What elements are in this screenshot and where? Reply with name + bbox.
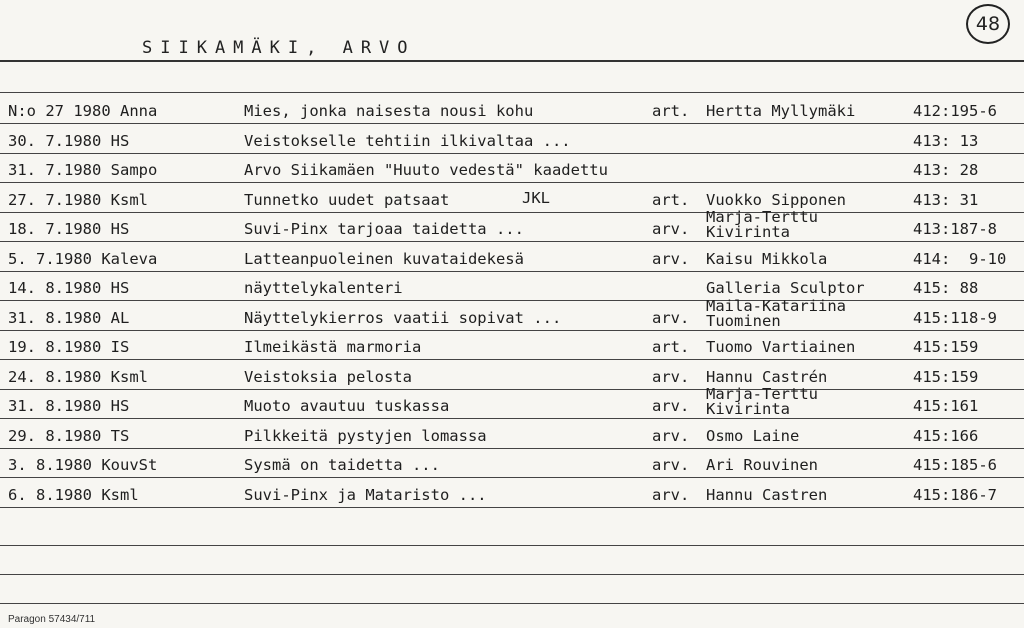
entry-author: Hannu Castrén [706, 367, 828, 386]
ruled-line [0, 507, 1024, 508]
entry-row [0, 153, 1024, 183]
entry-row [0, 478, 1024, 508]
entry-article-title: Näyttelykierros vaatii sopivat ... [244, 308, 562, 327]
entry-date-source: 24. 8.1980 Ksml [8, 367, 148, 386]
entry-row [0, 419, 1024, 449]
entry-author: Maila-Katariina Tuominen [706, 296, 846, 330]
entry-role: arv. [652, 456, 690, 474]
entry-date-source: 19. 8.1980 IS [8, 338, 130, 356]
entry-author: Ari Rouvinen [706, 456, 818, 474]
entry-role: art. [652, 102, 690, 120]
header-rule-lower [0, 92, 1024, 93]
entry-article-title: Arvo Siikamäen "Huuto vedestä" kaadettu [244, 161, 608, 179]
entry-row [0, 360, 1024, 390]
entry-role: art. [652, 338, 690, 356]
entry-reference: 415:186-7 [913, 485, 997, 504]
entry-row [0, 183, 1024, 213]
entry-row [0, 208, 1024, 242]
entry-role: arv. [652, 485, 690, 504]
ruled-line [0, 574, 1024, 575]
entry-row [0, 385, 1024, 419]
header-rule [0, 60, 1024, 62]
entry-article-title: Veistokselle tehtiin ilkivaltaa ... [244, 131, 571, 150]
entry-article-title: näyttelykalenteri [244, 279, 403, 297]
entry-author: Vuokko Sipponen [706, 190, 846, 209]
entry-reference: 415:118-9 [913, 308, 997, 327]
card-title: SIIKAMÄKI, ARVO [142, 38, 416, 58]
entry-article-title: Suvi-Pinx tarjoaa taidetta ... [244, 220, 524, 238]
entry-date-source: 14. 8.1980 HS [8, 279, 130, 297]
ruled-line [0, 545, 1024, 546]
entry-reference: 413: 28 [913, 161, 979, 179]
entry-role: arv. [652, 249, 690, 268]
entry-date-source: 27. 7.1980 Ksml [8, 190, 148, 209]
entry-date-source: 29. 8.1980 TS [8, 426, 130, 445]
entry-author: Galleria Sculptor [706, 279, 865, 297]
entry-article-title: Suvi-Pinx ja Mataristo ... [244, 485, 487, 504]
entry-date-source: 18. 7.1980 HS [8, 220, 130, 238]
entry-row [0, 296, 1024, 331]
entry-article-title: Tunnetko uudet patsaat [244, 190, 450, 209]
entry-reference: 415:166 [913, 426, 979, 445]
entry-reference: 412:195-6 [913, 102, 997, 120]
entry-row [0, 271, 1024, 301]
entry-author: Tuomo Vartiainen [706, 338, 856, 356]
entry-reference: 415:159 [913, 367, 979, 386]
entry-article-title: Latteanpuoleinen kuvataidekesä [244, 249, 524, 268]
entry-row [0, 330, 1024, 360]
entry-article-title: Ilmeikästä marmoria [244, 338, 422, 356]
entry-author: Hertta Myllymäki [706, 102, 856, 120]
entry-date-source: 31. 8.1980 AL [8, 308, 130, 327]
entry-article-title: Veistoksia pelosta [244, 367, 412, 386]
entry-article-title: Muoto avautuu tuskassa [244, 397, 450, 415]
entry-row [0, 94, 1024, 124]
entry-author: Kaisu Mikkola [706, 249, 828, 268]
entry-article-title: Pilkkeitä pystyjen lomassa [244, 426, 487, 445]
ruled-line [0, 603, 1024, 604]
printer-mark: Paragon 57434/711 [8, 614, 96, 625]
entry-author: Hannu Castren [706, 485, 828, 504]
entry-location: JKL [522, 188, 550, 207]
entry-date-source: 6. 8.1980 Ksml [8, 485, 139, 504]
entry-reference: 415:185-6 [913, 456, 997, 474]
entry-role: arv. [652, 397, 690, 415]
entry-row [0, 448, 1024, 478]
entry-date-source: 5. 7.1980 Kaleva [8, 249, 158, 268]
entry-date-source: 31. 7.1980 Sampo [8, 161, 158, 179]
entry-author: Marja-Terttu Kivirinta [706, 208, 818, 241]
entry-reference: 415:161 [913, 397, 979, 415]
entry-date-source: N:o 27 1980 Anna [8, 102, 158, 120]
entry-role: arv. [652, 220, 690, 238]
entry-role: arv. [652, 426, 690, 445]
entry-reference: 415: 88 [913, 279, 979, 297]
entry-reference: 413: 13 [913, 131, 979, 150]
entry-role: art. [652, 190, 690, 209]
entry-row [0, 242, 1024, 272]
entry-date-source: 30. 7.1980 HS [8, 131, 130, 150]
entry-reference: 414: 9-10 [913, 249, 1007, 268]
entry-date-source: 3. 8.1980 KouvSt [8, 456, 158, 474]
entry-author: Marja-Terttu Kivirinta [706, 385, 818, 418]
entry-date-source: 31. 8.1980 HS [8, 397, 130, 415]
entry-role: arv. [652, 308, 690, 327]
entry-reference: 415:159 [913, 338, 979, 356]
entry-reference: 413:187-8 [913, 220, 997, 238]
entry-row [0, 124, 1024, 154]
entry-article-title: Sysmä on taidetta ... [244, 456, 440, 474]
entry-author: Osmo Laine [706, 426, 800, 445]
page-number-circle: 48 [966, 4, 1010, 44]
entry-reference: 413: 31 [913, 190, 979, 209]
entry-role: arv. [652, 367, 690, 386]
entry-article-title: Mies, jonka naisesta nousi kohu [244, 102, 534, 120]
